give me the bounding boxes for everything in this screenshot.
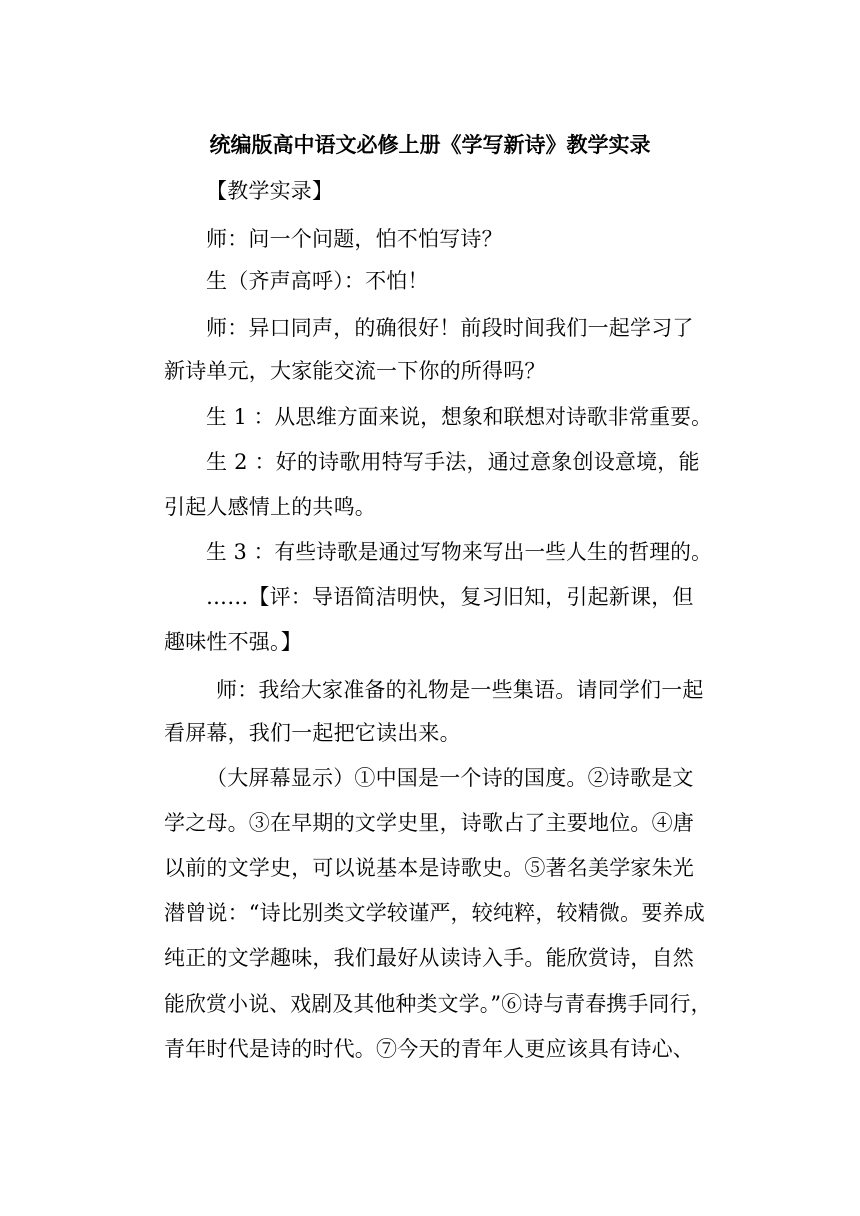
paragraph-line: 师：问一个问题，怕不怕写诗？ [206,227,503,251]
document-title: 统编版高中语文必修上册《学写新诗》教学实录 [209,132,651,157]
paragraph-line: 潜曾说：“诗比别类文学较谨严，较纯粹，较精微。要养成 [164,901,705,925]
paragraph-line: 引起人感情上的共鸣。 [164,495,376,519]
comment-line: 趣味性不强。】 [164,630,302,654]
paragraph-line: 师：异口同声，的确很好！前段时间我们一起学习了 [206,316,694,340]
paragraph-line: 纯正的文学趣味，我们最好从读诗入手。能欣赏诗，自然 [164,946,694,970]
paragraph-line: 学之母。③在早期的文学史里，诗歌占了主要地位。④唐 [164,811,694,835]
paragraph-line: 生（齐声高呼）：不怕！ [206,269,429,293]
paragraph-line: 生 1 ：从思维方面来说，想象和联想对诗歌非常重要。 [206,405,712,429]
paragraph-line: 新诗单元，大家能交流一下你的所得吗？ [164,359,546,383]
paragraph-line: 看屏幕，我们一起把它读出来。 [164,721,461,745]
paragraph-line: 以前的文学史，可以说基本是诗歌史。⑤著名美学家朱光 [164,856,694,880]
paragraph-line: （大屏幕显示）①中国是一个诗的国度。②诗歌是文 [206,766,694,790]
paragraph-line: 生 2 ：好的诗歌用特写手法，通过意象创设意境，能 [206,450,700,474]
paragraph-line: 青年时代是诗的时代。⑦今天的青年人更应该具有诗心、 [164,1037,694,1061]
paragraph-line: 生 3 ：有些诗歌是通过写物来写出一些人生的哲理的。 [206,540,712,564]
paragraph-line: 师：我给大家准备的礼物是一些集语。请同学们一起 [216,678,704,702]
section-heading: 【教学实录】 [206,179,334,203]
comment-line: ……【评：导语简洁明快，复习旧知，引起新课，但 [206,585,694,609]
paragraph-line: 能欣赏小说、戏剧及其他种类文学。”⑥诗与青春携手同行， [164,992,712,1016]
